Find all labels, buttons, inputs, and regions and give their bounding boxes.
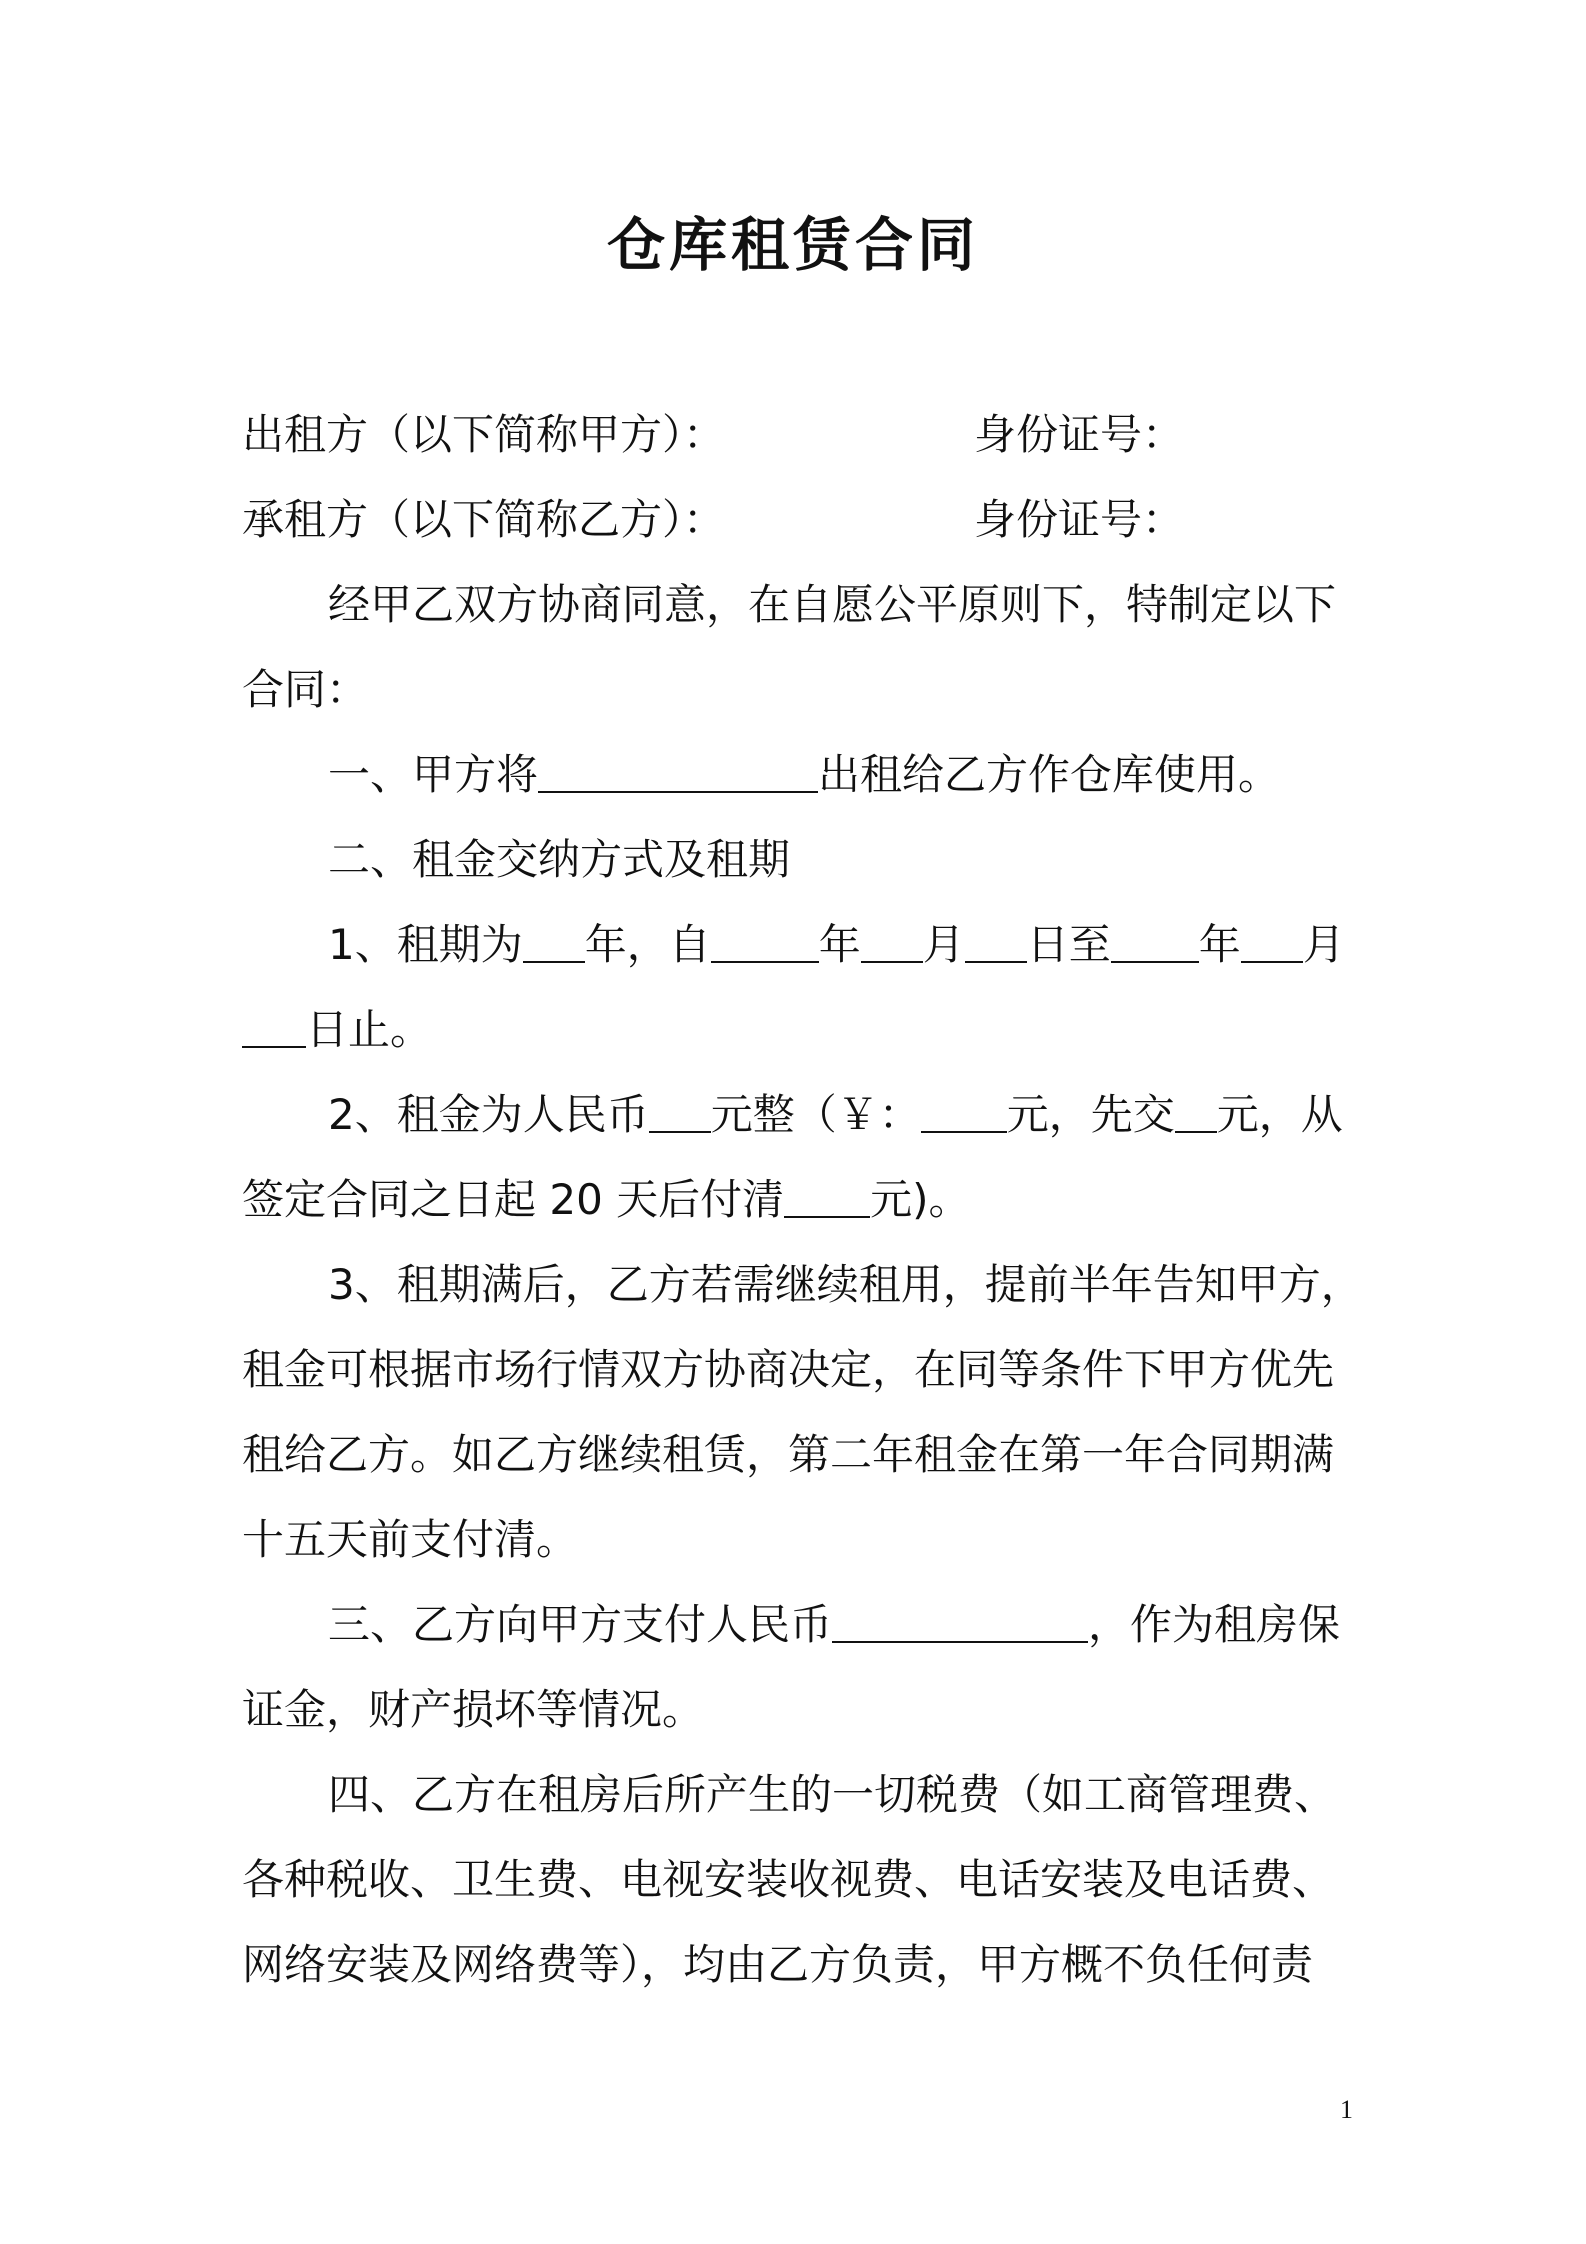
clause-2-line-1	[242, 1085, 1448, 1145]
clause-1-line-1	[242, 915, 1448, 975]
clause-1-text-e: 日至	[1026, 920, 1111, 969]
end-day-blank	[242, 1002, 306, 1048]
start-month-blank	[861, 917, 923, 963]
section-1-text-b: 出租给乙方作仓库使用。	[818, 750, 1281, 799]
clause-1-text-f: 年	[1198, 920, 1241, 969]
intro-line-2: 合同：	[242, 665, 369, 714]
end-year-blank	[1111, 917, 1199, 963]
clause-3-line-1: 3、租期满后，乙方若需继续租用，提前半年告知甲方，	[328, 1260, 1363, 1309]
clause-2-text-d: 元，从	[1216, 1090, 1343, 1139]
lessor-line	[242, 405, 1362, 465]
clause-1-line-2	[242, 1000, 1362, 1060]
clause-2-line-2	[242, 1170, 1362, 1230]
section-3-line-1	[242, 1595, 1448, 1655]
section-1	[242, 745, 1448, 805]
clause-2-text-b: 元整（￥：	[710, 1090, 921, 1139]
start-day-blank	[965, 917, 1027, 963]
section-3-text-b: ，作为租房保	[1088, 1600, 1341, 1649]
section-4-line-3: 网络安装及网络费等），均由乙方负责，甲方概不负任何责	[242, 1940, 1314, 1989]
lessor-label: 出租方（以下简称甲方）：	[242, 410, 726, 459]
clause-1-text-c: 年	[818, 920, 861, 969]
page-number: 1	[1340, 2095, 1353, 2124]
lessor-id-label: 身份证号：	[974, 410, 1185, 459]
clause-2-text-a: 2、租金为人民币	[328, 1090, 649, 1139]
clause-1-text-g: 月	[1302, 920, 1345, 969]
deposit-blank	[832, 1597, 1088, 1643]
rent-words-blank	[649, 1087, 711, 1133]
clause-1-text-h: 日止。	[306, 1005, 433, 1054]
section-3-line-2: 证金，财产损坏等情况。	[242, 1685, 705, 1734]
clause-2-text-f: 元)。	[870, 1175, 971, 1224]
clause-3-line-2: 租金可根据市场行情双方协商决定，在同等条件下甲方优先	[242, 1345, 1335, 1394]
deposit-first-blank	[1175, 1087, 1217, 1133]
section-4-line-2: 各种税收、卫生费、电视安装收视费、电话安装及电话费、	[242, 1855, 1335, 1904]
lessee-id-label: 身份证号：	[974, 495, 1185, 544]
end-month-blank	[1241, 917, 1303, 963]
start-year-blank	[711, 917, 819, 963]
section-3-text-a: 三、乙方向甲方支付人民币	[328, 1600, 833, 1649]
term-years-blank	[523, 917, 585, 963]
section-1-text-a: 一、甲方将	[328, 750, 539, 799]
clause-2-text-e: 签定合同之日起 20 天后付清	[242, 1175, 785, 1224]
rent-amount-blank	[921, 1087, 1007, 1133]
clause-1-text-a: 1、租期为	[328, 920, 523, 969]
clause-3-line-3: 租给乙方。如乙方继续租赁，第二年租金在第一年合同期满	[242, 1430, 1335, 1479]
intro-line-1: 经甲乙双方协商同意，在自愿公平原则下，特制定以下	[328, 580, 1337, 629]
clause-1-text-d: 月	[922, 920, 965, 969]
balance-blank	[784, 1172, 870, 1218]
clause-1-text-b: 年，自	[584, 920, 711, 969]
property-blank	[538, 747, 818, 793]
lessee-line	[242, 490, 1362, 550]
section-2-heading: 二、租金交纳方式及租期	[328, 835, 791, 884]
clause-3-line-4: 十五天前支付清。	[242, 1515, 579, 1564]
clause-2-text-c: 元，先交	[1006, 1090, 1175, 1139]
document-title: 仓库租赁合同	[606, 211, 979, 279]
lessee-label: 承租方（以下简称乙方）：	[242, 495, 726, 544]
section-4-line-1: 四、乙方在租房后所产生的一切税费（如工商管理费、	[328, 1770, 1337, 1819]
